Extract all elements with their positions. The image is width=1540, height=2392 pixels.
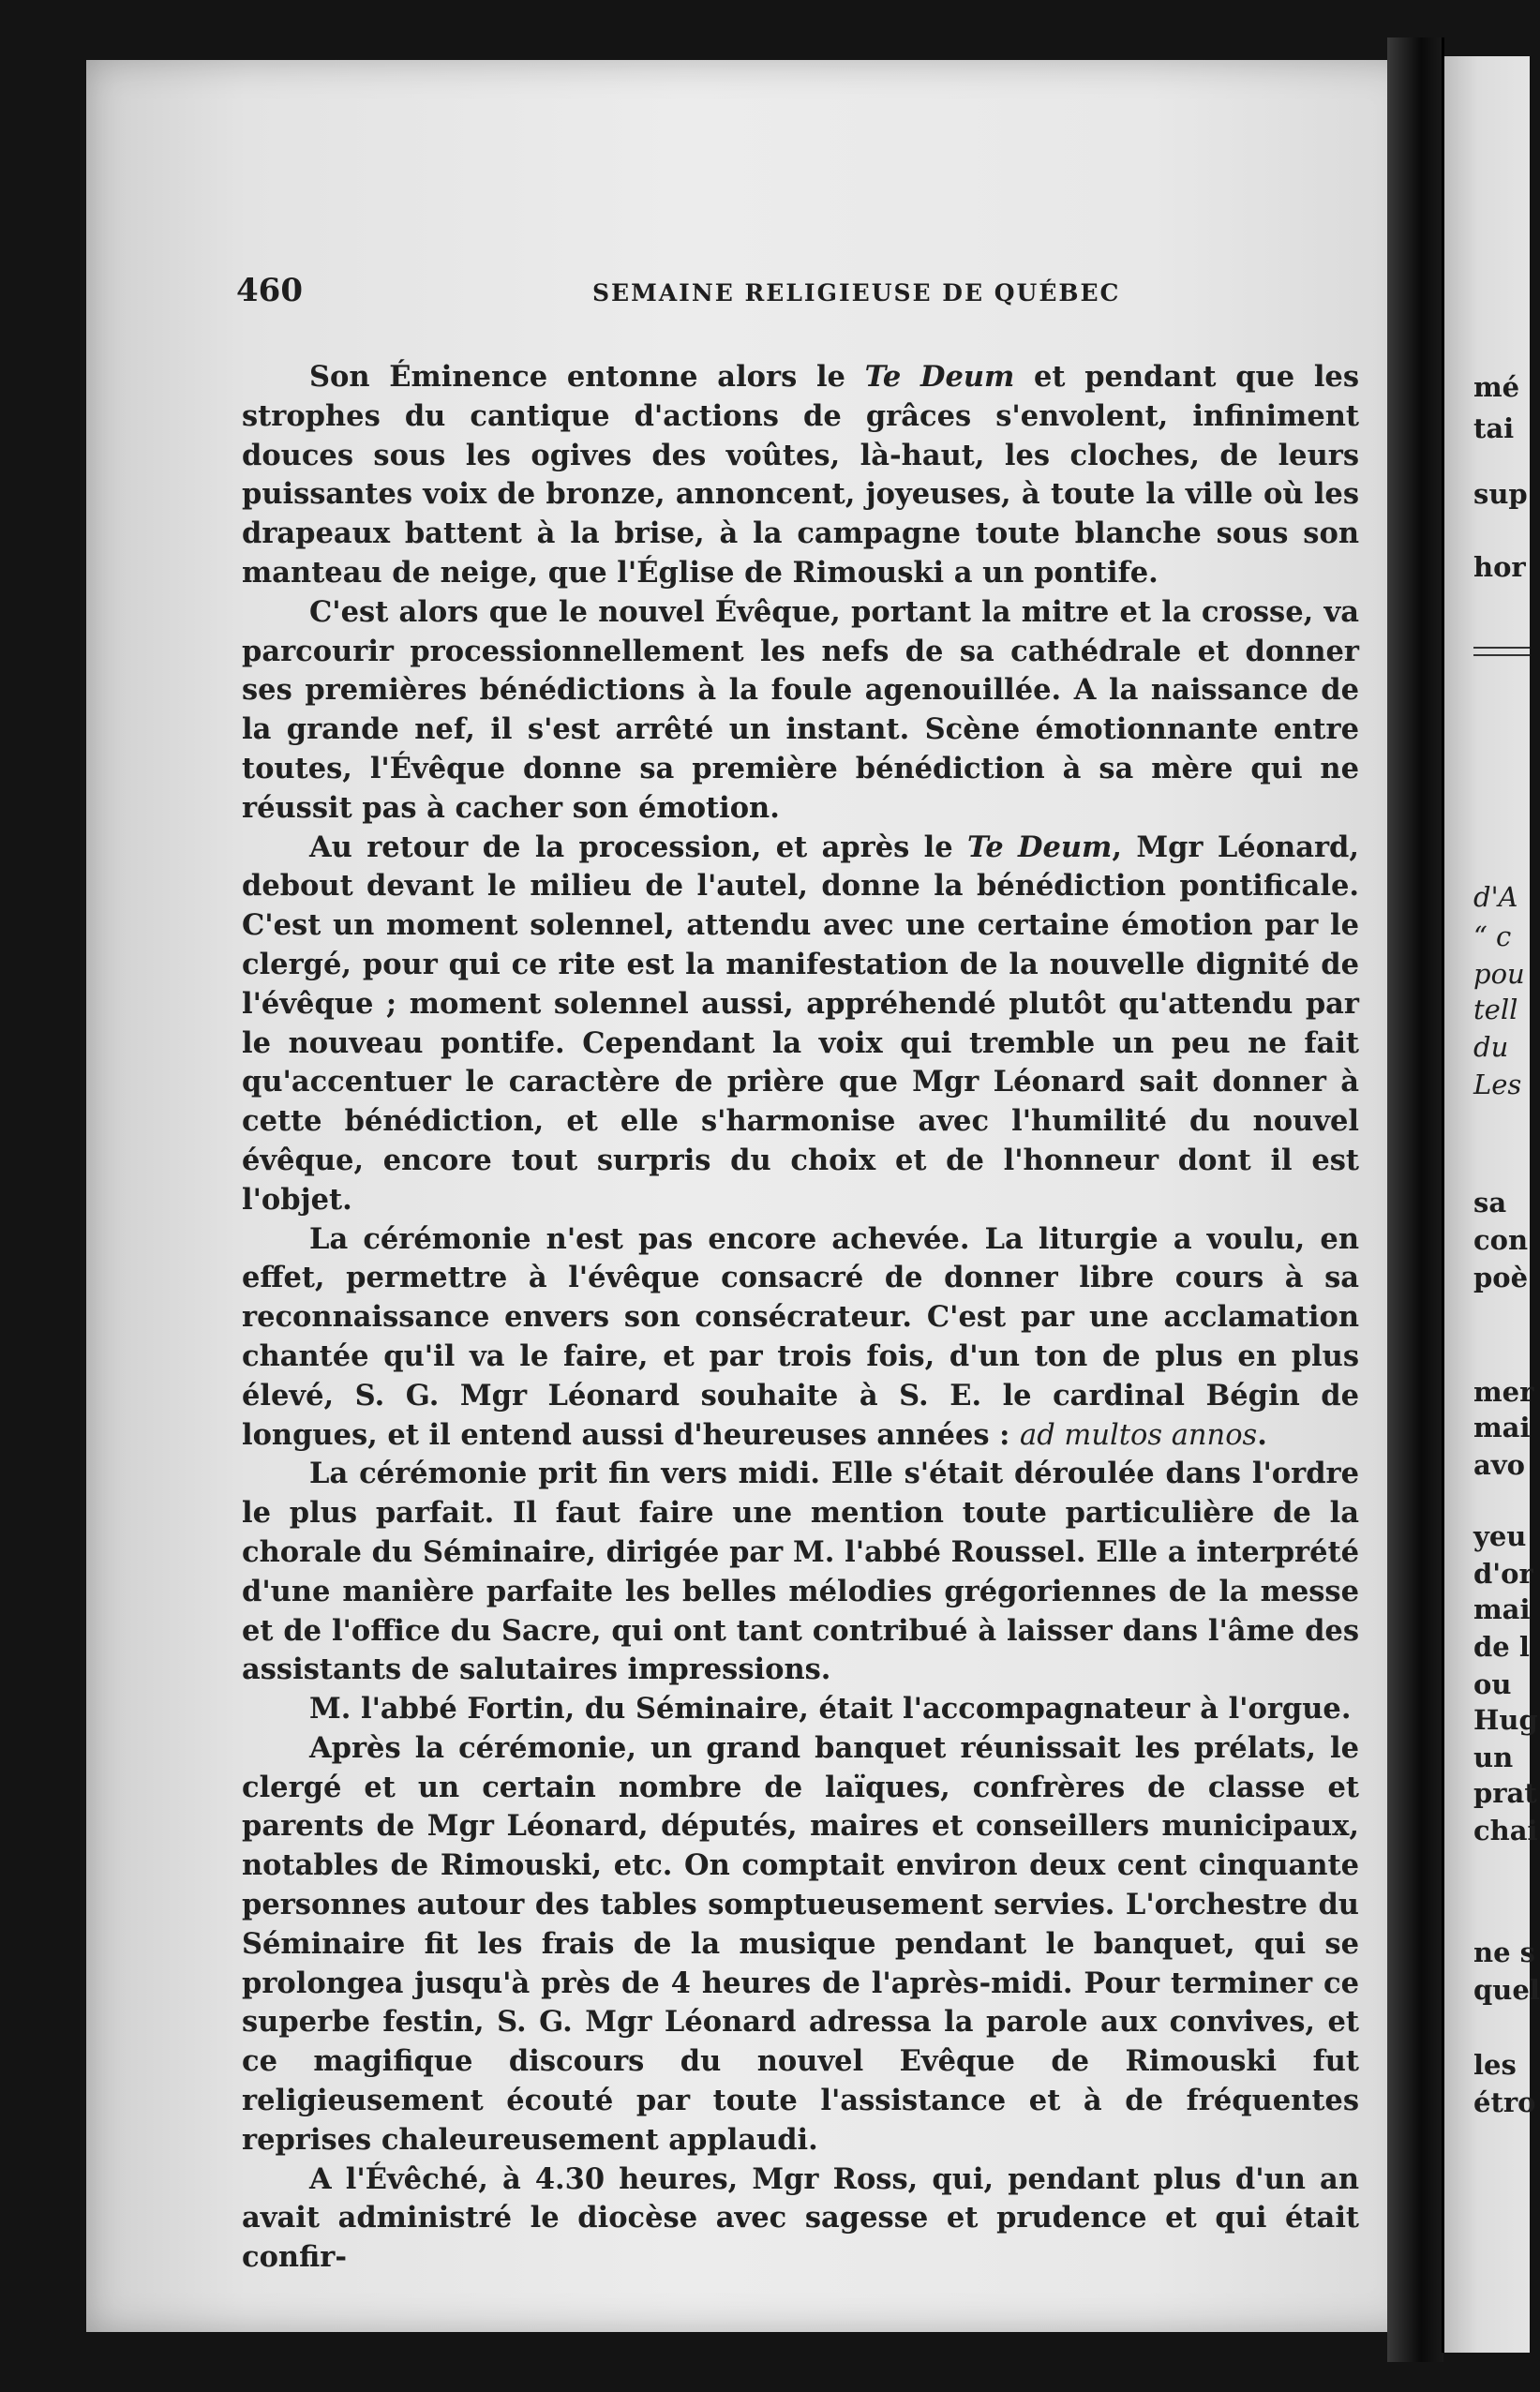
running-title: SEMAINE RELIGIEUSE DE QUÉBEC [592,279,1121,306]
adjacent-page-fragment: “ c [1473,920,1512,952]
adjacent-page-fragment: mai [1473,1412,1531,1443]
adjacent-page-fragment: d'or [1473,1558,1533,1590]
paragraph: M. l'abbé Fortin, du Séminaire, était l'accompagnateur à l'orgue. [309,1692,1352,1727]
adjacent-page-fragment: Les [1473,1069,1522,1100]
paragraph: La cérémonie n'est pas encore achevée. La liturgie a voulu, en effet, permettre à l'évêque consacré de donner libre cours à sa reconnaissance envers son consécrateur. C'est par une acclamation chantée qu'il va le faire, et par trois fois, d'un ton de plus en plus élevé, S. G. Mgr Léonard souhaite à S. E. le cardinal Bégin de longues, et il entend aussi d'heureuses années : ad multos annos. [242,1221,1359,1452]
adjacent-page-fragment: hor [1473,551,1526,583]
adjacent-page-fragment: sa [1473,1187,1507,1218]
page-number: 460 [236,272,303,309]
adjacent-page-fragment: du [1473,1031,1509,1063]
adjacent-page-fragment: étro [1473,2086,1536,2118]
article-body [242,358,1359,2278]
adjacent-page-fragment: d'A [1473,881,1518,913]
adjacent-page-fragment: un [1473,1742,1514,1773]
adjacent-page-fragment: ne s [1473,1936,1535,1968]
paragraph: Son Éminence entonne alors le Te Deum et pendant que les strophes du cantique d'actions de grâces s'envolent, infiniment douces sous les ogives des voûtes, là-haut, les cloches, de leurs puissantes voix de bronze, annoncent, joyeuses, à toute la ville où les drapeaux battent à la brise, à la campagne toute blanche sous son manteau de neige, que l'Église de Rimouski a un pontife. [242,360,1359,590]
paragraph: Au retour de la procession, et après le Te Deum, Mgr Léonard, debout devant le milieu de l'autel, donne la bénédiction pontificale. C'est un moment solennel, attendu avec une certaine émotion par le clergé, pour qui ce rite est la manifestation de la nouvelle dignité de l'évêque ; moment solennel aussi, appréhendé plutôt qu'attendu par le nouveau pontife. Cependant la voix qui tremble un peu ne fait qu'accentuer le caractère de prière que Mgr Léonard sait donner à cette bénédiction, et elle s'harmonise avec l'humilité du nouvel évêque, encore tout surpris du choix et de l'honneur dont il est l'objet. [242,830,1359,1217]
gutter-line [1442,37,1444,2353]
adjacent-page-fragment: mer [1473,1376,1534,1408]
adjacent-page-fragment: les [1473,2049,1517,2081]
paragraph: La cérémonie prit fin vers midi. Elle s'était déroulée dans l'ordre le plus parfait. Il faut faire une mention toute particulière de la chorale du Séminaire, dirigée par M. l'abbé Roussel. Elle a interprété d'une manière parfaite les belles mélodies grégoriennes de la messe et de l'office du Sacre, qui ont tant contribué à laisser dans l'âme des assistants de salutaires impressions. [242,1457,1359,1687]
paragraph: Après la cérémonie, un grand banquet réunissait les prélats, le clergé et un certain nombre de laïques, confrères de classe et parents de Mgr Léonard, députés, maires et conseillers municipaux, notables de Rimouski, etc. On comptait environ deux cent cinquante personnes autour des tables somptueusement servies. L'orchestre du Séminaire fit les frais de la musique pendant le banquet, qui se prolongea jusqu'à près de 4 heures de l'après-midi. Pour terminer ce superbe festin, S. G. Mgr Léonard adressa la parole aux convives, et ce magifique discours du nouvel Evêque de Rimouski fut religieusement écouté par toute l'assistance et à de fréquentes reprises chaleureusement applaudi. [242,1730,1359,2157]
adjacent-page-fragment: tai [1473,412,1515,444]
adjacent-page-fragment: mé [1473,371,1520,403]
adjacent-page-fragment: avo [1473,1449,1525,1481]
adjacent-page-fragment: poè [1473,1262,1529,1293]
adjacent-page-fragment: quel [1473,1974,1540,2006]
double-rule [1473,647,1530,656]
adjacent-page-fragment: Hug [1473,1704,1538,1736]
page-gutter [1387,37,1443,2362]
adjacent-page-fragment: pou [1473,958,1525,990]
adjacent-page-fragment: con [1473,1224,1529,1256]
adjacent-page-fragment: chai [1473,1815,1538,1846]
adjacent-page-fragment: mai [1473,1593,1531,1625]
adjacent-page-fragment: de l [1473,1631,1530,1663]
adjacent-page-fragment: yeu [1473,1520,1527,1552]
adjacent-page-fragment: prat [1473,1777,1537,1809]
page-header [152,272,1370,315]
adjacent-page-fragment: tell [1473,994,1518,1025]
adjacent-page-fragment: ou [1473,1668,1512,1700]
paragraph: A l'Évêché, à 4.30 heures, Mgr Ross, qui, pendant plus d'un an avait administré le diocèse avec sagesse et prudence et qui était confir- [242,2161,1359,2275]
paragraph: C'est alors que le nouvel Évêque, portant la mitre et la crosse, va parcourir processionnellement les nefs de sa cathédrale et donner ses premières bénédictions à la foule agenouillée. A la naissance de la grande nef, il s'est arrêté un instant. Scène émotionnante entre toutes, l'Évêque donne sa première bénédiction à sa mère qui ne réussit pas à cacher son émotion. [242,594,1359,825]
adjacent-page-fragment: sup [1473,478,1528,510]
